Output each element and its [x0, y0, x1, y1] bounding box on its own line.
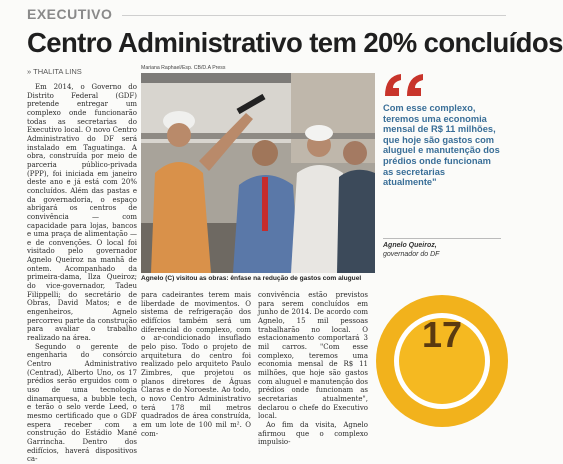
photo-credit: Mariana Raphael/Esp. CB/D.A Press: [141, 65, 226, 71]
section-label: EXECUTIVO: [27, 6, 113, 22]
paragraph: Segundo o gerente de engenharia do consórcio Centro Administrativo (Centrad), Alberto Uno, os 17 prédios serão erguidos com o uso de uma tecnologia dinamarquesa, a bubble tech, e terão o selo verde Leed, o mesmo certificado que o GDF espera receber com a construção do Estádio Mané Garrincha. Dentro dos edifícios, haverá dispositivos ca-: [27, 342, 137, 464]
article-column-3: [258, 291, 368, 447]
paragraph: Ao fim da visita, Agnelo afirmou que o complexo impulsio-: [258, 420, 368, 447]
byline: » THALITA LINS: [27, 67, 82, 76]
paragraph: Em 2014, o Governo do Distrito Federal (GDF) pretende entregar um complexo onde funcionarão todas as secretarias do Executivo local. O novo Centro Administrativo do DF será instalado em Taguatinga. A obra, construída por meio de parceria público-privada (PPP), foi iniciada em janeiro deste ano e já está com 20% concluídos. Além das pastas e da governadoria, o espaço abrigará os centros de convivência — com capacidade para lojas, bancos e uma praça de alimentação — e de convenções. O local foi visitado pelo governador Agnelo Queiroz na manhã de ontem. Acompanhado da primeira-dama, Ilza Queiroz; do vice-governador, Tadeu Filippelli; do secretário de Obras, David Matos; e de engenheiros, Agnelo percorreu parte da construção para avaliar o trabalho realizado na área.: [27, 83, 137, 343]
paragraph: convivência estão previstos para serem concluídos em junho de 2014. De acordo com Agnelo, 15 mil pessoas trabalharão no local. O estacionamento comportará 3 mil carros. "Com esse complexo, teremos uma economia mensal de R$ 11 milhões, que hoje são gastos com aluguel e manutenção dos prédios onde funcionam as secretarias atualmente", declarou o chefe do Executivo local.: [258, 291, 368, 421]
article-column-2: [141, 291, 251, 438]
section-rule: [122, 15, 506, 16]
quote-author: Agnelo Queiroz,: [383, 242, 437, 249]
quote-author-role: governador do DF: [383, 251, 440, 258]
photo-caption: Agnelo (C) visitou as obras: ênfase na redução de gastos com aluguel: [141, 275, 362, 282]
photo-illustration: [141, 73, 375, 273]
paragraph: para cadeirantes terem mais liberdade de movimentos. O sistema de refrigeração dos edifícios também será um diferencial do complexo, com o ar-condicionado insuflado pelo piso. Todo o projeto de arquitetura do centro foi realizado pelo arquiteto Paulo Zimbres, que projetou os planos diretores de Águas Claras e do Noroeste. Ao todo, o novo Centro Administrativo terá 178 mil metros quadrados de área construída, em um lote de 100 mil m². O com-: [141, 291, 251, 438]
page-number: 17: [421, 314, 463, 355]
news-photo: [141, 73, 375, 273]
pull-quote: Com esse complexo, teremos uma economia mensal de R$ 11 milhões, que hoje são gastos com aluguel e manutenção dos prédios onde funcionam as secretarias atualmente": [383, 103, 500, 188]
headline: Centro Administrativo tem 20% concluídos: [27, 27, 563, 58]
quote-mark-icon: [383, 72, 427, 98]
article-column-1: [27, 83, 137, 464]
quote-divider: [383, 238, 501, 239]
